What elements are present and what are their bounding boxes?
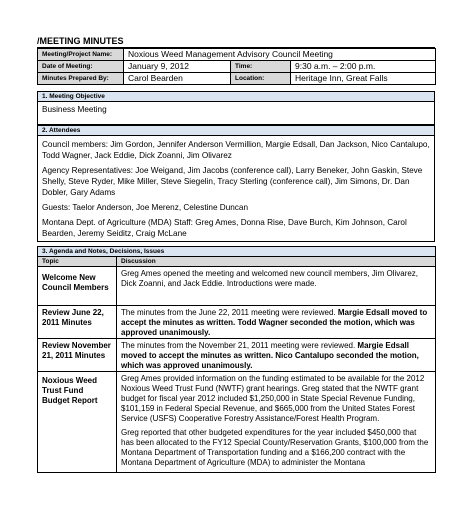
attendees-section xyxy=(37,125,435,242)
agenda-heading: 3. Agenda and Notes, Decisions, Issues xyxy=(38,247,436,257)
objective-text: Business Meeting xyxy=(38,102,435,125)
agenda-discussion xyxy=(117,372,436,473)
prepared-by-value: Carol Bearden xyxy=(124,73,231,85)
objective-heading: 1. Meeting Objective xyxy=(38,92,435,102)
agenda-section xyxy=(37,246,436,473)
agenda-topic: Review June 22, 2011 Minutes xyxy=(38,306,117,339)
attendees-heading: 2. Attendees xyxy=(38,126,435,136)
motion-text: Margie Edsall moved to accept the minutes as written. Todd Wagner seconded the motion, which was approved unanimously. xyxy=(121,308,428,337)
date-label: Date of Meeting: xyxy=(38,61,124,73)
agenda-topic: Welcome New Council Members xyxy=(38,267,117,306)
discussion-column-header: Discussion xyxy=(117,257,436,267)
agenda-topic: Review November 21, 2011 Minutes xyxy=(38,339,117,372)
attendees-agency: Agency Representatives: Joe Weigand, Jim Jacobs (conference call), Larry Beneker, John Gaskin, Steve Shelly, Steve Ryder, Mike Miller, Steve Siegelin, Tracy Sterling (conference call), Jim Simons, Dr. Dan Dobler, Gary Adams xyxy=(42,166,423,197)
agenda-row xyxy=(38,339,436,372)
prepared-by-label: Minutes Prepared By: xyxy=(38,73,124,85)
agenda-discussion xyxy=(117,306,436,339)
discussion-text: The minutes from the November 21, 2011 meeting were reviewed. xyxy=(121,341,358,350)
agenda-discussion xyxy=(117,267,436,306)
agenda-topic: Noxious Weed Trust Fund Budget Report xyxy=(38,372,117,473)
location-label: Location: xyxy=(231,73,291,85)
location-value: Heritage Inn, Great Falls xyxy=(291,73,436,85)
attendees-mda-staff: Montana Dept. of Agriculture (MDA) Staff: Greg Ames, Donna Rise, Dave Burch, Kim Johnson, Carol Bearden, Jeremy Seiditz, Craig McLane xyxy=(42,218,407,238)
agenda-row xyxy=(38,372,436,473)
budget-paragraph: Greg Ames provided information on the funding estimated to be available for the 2012 Noxious Weed Trust Fund (NWTF) grant hearings. Greg stated that the NWTF grant budget for fiscal year 2012 included $1,250,000 in State Special Revenue Funding, $101,159 in Federal Special Revenue, and $665,000 from the United States Forest Service (USFS) Cooperative Forestry Assistance/Forest Health Program. xyxy=(121,374,425,423)
discussion-text: The minutes from the June 22, 2011 meeting were reviewed. xyxy=(121,308,338,317)
topic-column-header: Topic xyxy=(38,257,117,267)
agenda-row xyxy=(38,267,436,306)
time-label: Time: xyxy=(231,61,291,73)
objective-section xyxy=(37,91,435,125)
meeting-project-label: Meeting/Project Name: xyxy=(38,49,124,61)
date-value: January 9, 2012 xyxy=(124,61,231,73)
attendees-council: Council members: Jim Gordon, Jennifer Anderson Vermillion, Margie Edsall, Dan Jackson, Nico Cantalupo, Todd Wagner, Jack Eddie, Dick Zoanni, Jim Olivarez xyxy=(42,140,430,160)
discussion-text: Greg Ames opened the meeting and welcomed new council members, Jim Olivarez, Dick Zoanni, and Jack Eddie. Introductions were made. xyxy=(121,269,419,288)
motion-text: Margie Edsall moved to accept the minutes as written. Nico Cantalupo seconded the motion, which was approved unanimously. xyxy=(121,341,419,370)
meeting-project-value: Noxious Weed Management Advisory Council Meeting xyxy=(124,49,436,61)
budget-paragraph: Greg reported that other budgeted expenditures for the year included $450,000 that has been allocated to the FY12 Special County/Reservation Grants, $100,000 from the Montana Department of Transportation funding and a $166,200 contract with the Montana Department of Agriculture (MDA) to administer the Montana xyxy=(121,428,429,467)
attendees-guests: Guests: Taelor Anderson, Joe Merenz, Celestine Duncan xyxy=(42,203,249,212)
agenda-discussion xyxy=(117,339,436,372)
meeting-header-table xyxy=(37,48,436,85)
minutes-document xyxy=(37,36,435,473)
document-title: /MEETING MINUTES xyxy=(37,36,435,48)
time-value: 9:30 a.m. – 2:00 p.m. xyxy=(291,61,436,73)
attendees-body xyxy=(38,136,435,242)
agenda-row xyxy=(38,306,436,339)
